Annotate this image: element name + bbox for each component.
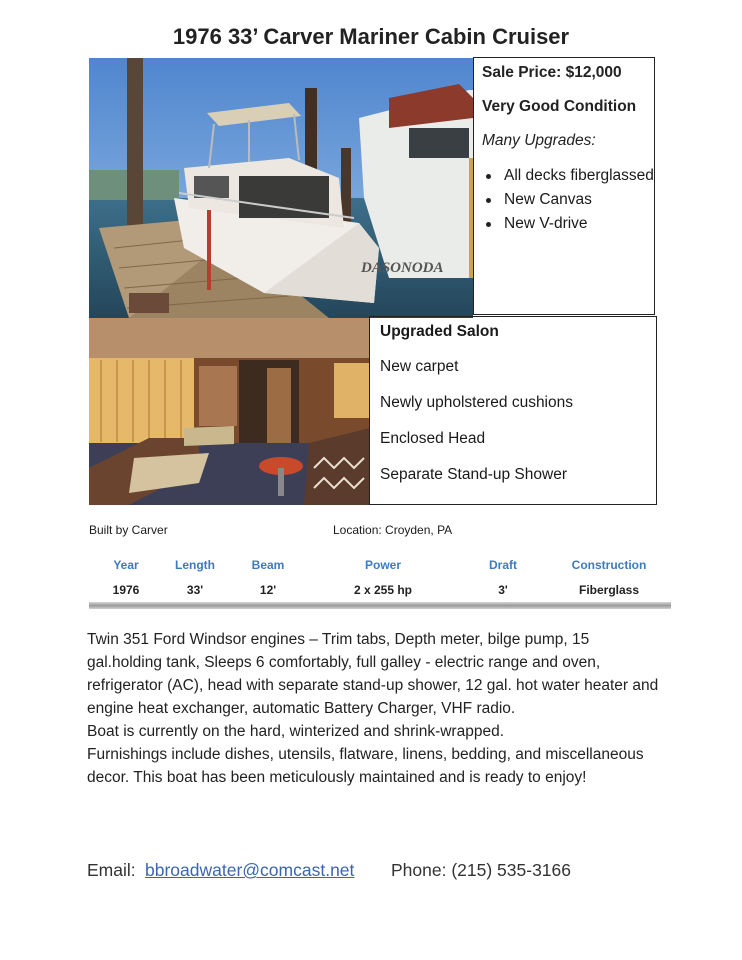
upgrades-list xyxy=(482,164,654,236)
boat-name-text: DASONODA xyxy=(361,260,444,276)
spec-value-beam: 12' xyxy=(259,583,277,597)
spec-value-year: 1976 xyxy=(112,583,140,597)
boat-exterior-photo xyxy=(89,58,473,318)
sale-price-label: Sale Price: xyxy=(482,64,562,81)
location: Location: Croyden, PA xyxy=(333,523,453,537)
phone-number: Phone: (215) 535-3166 xyxy=(391,860,571,880)
salon-item: Enclosed Head xyxy=(380,430,486,447)
built-by: Built by Carver xyxy=(89,523,168,537)
email-link[interactable]: bbroadwater@comcast.net xyxy=(145,860,355,880)
salon-item: Newly upholstered cushions xyxy=(380,394,573,411)
spec-value-draft: 3' xyxy=(498,583,508,597)
upgrades-heading: Many Upgrades: xyxy=(482,132,596,149)
upgrade-item: New V-drive xyxy=(504,212,654,236)
description-paragraph: Boat is currently on the hard, winterized and shrink-wrapped. xyxy=(87,723,504,740)
spec-header-length: Length xyxy=(175,558,215,572)
spec-value-power: 2 x 255 hp xyxy=(353,583,413,597)
description-paragraph: Twin 351 Ford Windsor engines – Trim tabs, Depth meter, bilge pump, 15 gal.holding tank, Sleeps 6 comfortably, full galley - electric range and oven, refrigerator (AC), head with separate stand-up shower, 12 gal. hot water heater and engine heat exchanger, automatic Battery Charger, VHF radio. xyxy=(87,631,659,717)
salon-interior-photo xyxy=(89,318,370,505)
condition: Very Good Condition xyxy=(482,98,637,115)
price-info-box xyxy=(473,57,655,315)
salon-info-box xyxy=(369,316,657,505)
spec-value-length: 33' xyxy=(186,583,204,597)
page-title: 1976 33’ Carver Mariner Cabin Cruiser xyxy=(172,24,570,49)
salon-item: New carpet xyxy=(380,358,459,375)
spec-header-power: Power xyxy=(364,558,401,572)
salon-heading: Upgraded Salon xyxy=(380,323,499,340)
upgrade-item: New Canvas xyxy=(504,188,654,212)
upgrade-item: All decks fiberglassed xyxy=(504,164,654,188)
spec-header-construction: Construction xyxy=(571,558,647,572)
description xyxy=(87,628,667,789)
spec-header-draft: Draft xyxy=(488,558,517,572)
salon-item: Separate Stand-up Shower xyxy=(380,466,567,483)
sale-price-value: $12,000 xyxy=(565,64,622,81)
sale-price xyxy=(482,64,654,82)
description-paragraph: Furnishings include dishes, utensils, flatware, linens, bedding, and miscellaneous decor. This boat has been meticulously maintained and is ready to enjoy! xyxy=(87,746,644,786)
spec-value-construction: Fiberglass xyxy=(578,583,640,597)
spec-header-beam: Beam xyxy=(251,558,285,572)
email-label: Email: xyxy=(87,860,136,880)
spec-header-year: Year xyxy=(113,558,139,572)
specs-divider xyxy=(89,602,671,609)
